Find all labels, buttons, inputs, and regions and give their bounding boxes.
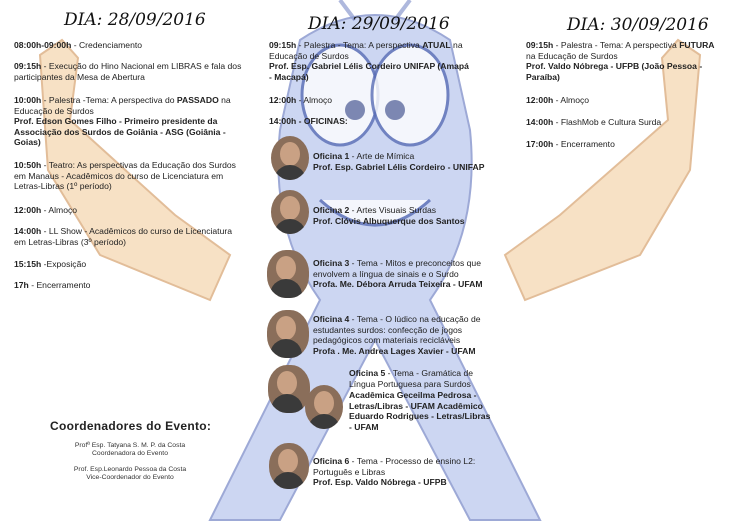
day1-item-5: 14:00h - LL Show - Acadêmicos do curso de Licenciatura em Letras-Libras (3º período) [14,226,232,247]
day3-item-0: 09:15h - Palestra - Tema: A perspectiva FUTURA na Educação de Surdos Prof. Valdo Nóbrega - UFPB (João Pessoa - Paraíba) [526,40,715,82]
workshop-4: Oficina 4 - Tema - O lúdico na educação de estudantes surdos: confecção de jogos pedagógicos com materiais recicláveis Profa . Me. Andrea Lages Xavier - UFAM [313,314,481,356]
speaker-photo-1 [271,136,309,180]
day1-item-2: 10:00h - Palestra -Tema: A perspectiva do PASSADO na Educação de Surdos Prof. Edson Gomes Filho - Primeiro presidente da Associação dos Surdos de Goiânia - ASG (Goiânia - Goias) [14,95,231,147]
coordinators-title: Coordenadores do Evento: [50,419,212,433]
day3-item-3: 17:00h - Encerramento [526,139,615,149]
day1-item-6: 15:15h -Exposição [14,259,87,269]
day3-title: DIA: 30/09/2016 [567,15,709,35]
speaker-photo-3 [267,250,309,298]
coordinator-1: Profª Esp. Tatyana S. M. P. da Costa Coordenadora do Evento [74,442,186,457]
speaker-photo-6 [269,443,309,489]
day1-item-7: 17h - Encerramento [14,280,91,290]
speaker-photo-4 [267,310,309,358]
day1-item-1: 09:15h - Execução do Hino Nacional em LIBRAS e fala dos participantes da Mesa de Abertura [14,61,242,82]
day2-item-3: 14:00h - OFICINAS: [269,116,348,126]
coordinator-2: Prof. Esp.Leonardo Pessoa da Costa Vice-Coordenador do Evento [73,466,187,481]
workshop-5: Oficina 5 - Tema - Gramática de Língua Portuguesa para Surdos [349,368,474,389]
day2-title: DIA: 29/09/2016 [308,14,450,34]
workshop-5-speakers: Acadêmica Geceilma Pedrosa - Letras/Libras - UFAM Acadêmico Eduardo Rodrigues - Letras/Libras - UFAM [349,390,491,432]
day3-item-2: 14:00h - FlashMob e Cultura Surda [526,117,662,127]
day1-title: DIA: 28/09/2016 [64,10,206,30]
day2-item-2: 12:00h - Almoço [269,95,333,105]
workshop-3: Oficina 3 - Tema - Mitos e preconceitos que envolvem a língua de sinais e o Surdo Profa. Me. Débora Arruda Teixeira - UFAM [313,258,483,289]
day1-item-3: 10:50h - Teatro: As perspectivas da Educação dos Surdos em Manaus - Acadêmicos do curso de Licenciatura em Letras-Libras (1º período) [14,160,236,191]
workshop-6: Oficina 6 - Tema - Processo de ensino L2: Português e Libras Prof. Esp. Valdo Nóbrega - UFPB [313,456,476,487]
speaker-photo-5a [268,365,310,413]
workshop-1: Oficina 1 - Arte de Mímica Prof. Esp. Gabriel Lélis Cordeiro - UNIFAP [313,151,485,172]
day3-item-1: 12:00h - Almoço [526,95,590,105]
day2-item-1: 09:15h - Palestra - Tema: A perspectiva ATUAL na Educação de Surdos Prof. Esp. Gabriel Lélis Cordeiro UNIFAP (Amapá - Macapá) [269,40,469,82]
speaker-photo-5b [305,385,343,429]
speaker-photo-2 [271,190,309,234]
workshop-2: Oficina 2 - Artes Visuais Surdas Prof. Clóvis Albuquerque dos Santos [313,205,465,226]
day1-item-0: 08:00h-09:00h - Credenciamento [14,40,143,50]
day1-item-4: 12:00h - Almoço [14,205,78,215]
